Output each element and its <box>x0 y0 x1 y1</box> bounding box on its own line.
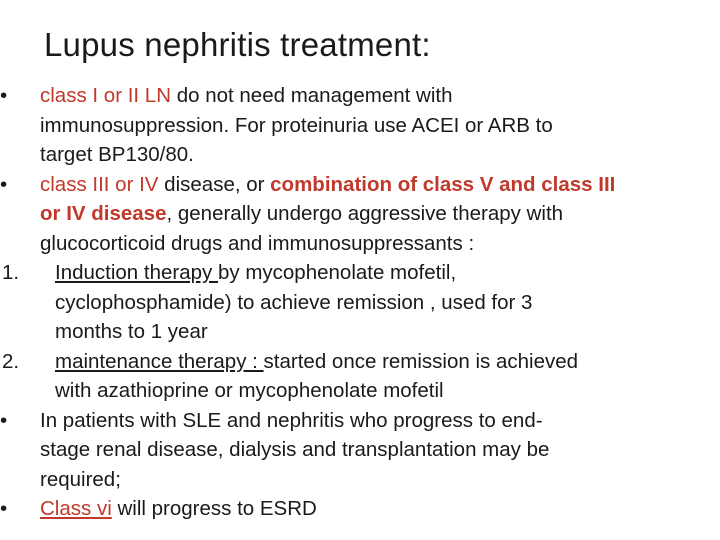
underlined-maintenance-therapy: maintenance therapy : <box>55 349 264 373</box>
bullet-marker: • <box>0 408 8 432</box>
highlight-class-i-ii: class I or II LN <box>40 84 172 107</box>
line <box>0 347 720 377</box>
line <box>0 258 720 288</box>
highlight-combination: combination of class V and class III <box>270 172 616 196</box>
numbered-item-induction <box>0 258 720 347</box>
numbered-item-maintenance <box>0 347 720 406</box>
line <box>0 81 720 111</box>
highlight-class-iii-iv: class III or IV <box>40 172 159 196</box>
line: immunosuppression. For proteinuria use ACEI or ARB to <box>40 113 553 137</box>
line: months to 1 year <box>55 320 208 343</box>
bullet-marker: • <box>0 172 8 196</box>
line: In patients with SLE and nephritis who progress to end- <box>40 408 543 432</box>
bullet-class-1-2 <box>0 81 720 170</box>
bullet-class-3-4 <box>0 170 720 259</box>
number-marker: 2. <box>2 349 20 373</box>
slide-content <box>0 81 720 524</box>
text: started once remission is achieved <box>263 349 579 373</box>
text: , generally undergo aggressive therapy with <box>166 202 564 225</box>
line: with azathioprine or mycophenolate mofetil <box>55 379 444 402</box>
bullet-class-vi <box>0 494 720 524</box>
text: do not need management with <box>171 84 453 107</box>
line: stage renal disease, dialysis and transplantation may be <box>40 438 550 461</box>
number-marker: 1. <box>2 261 20 284</box>
underlined-induction-therapy: Induction therapy <box>55 261 218 284</box>
line: required; <box>40 467 121 491</box>
line: target BP130/80. <box>40 143 194 166</box>
text: will progress to ESRD <box>111 497 317 520</box>
slide-title: Lupus nephritis treatment: <box>44 26 431 63</box>
line <box>0 199 720 229</box>
text: by mycophenolate mofetil, <box>217 261 457 284</box>
highlight-class-vi: Class vi <box>40 497 112 520</box>
line <box>0 494 720 524</box>
highlight-or-iv-disease: or IV disease <box>40 202 167 225</box>
bullet-marker: • <box>0 84 8 107</box>
line: cyclophosphamide) to achieve remission , used for 3 <box>55 290 533 314</box>
text: disease, or <box>158 172 271 196</box>
bullet-esrd <box>0 406 720 495</box>
line <box>0 170 720 200</box>
bullet-marker: • <box>0 497 8 520</box>
line: glucocorticoid drugs and immunosuppressants : <box>40 231 475 255</box>
